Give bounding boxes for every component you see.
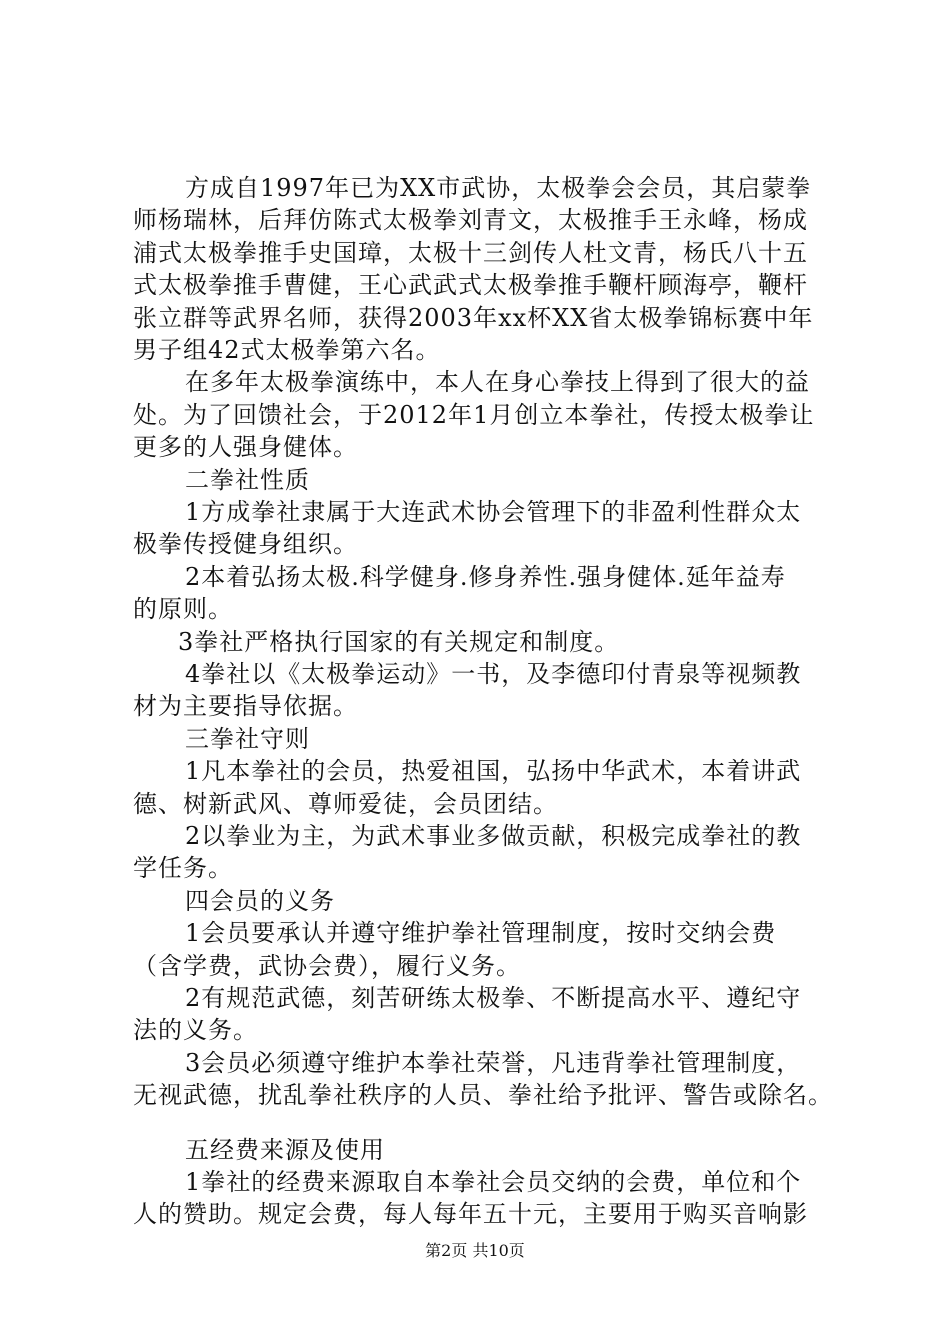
- paragraph-line: 1会员要承认并遵守维护拳社管理制度，按时交纳会费: [185, 919, 777, 948]
- paragraph-line: 3会员必须遵守维护本拳社荣誉，凡违背拳社管理制度，: [185, 1048, 802, 1077]
- paragraph-line: 3拳社严格执行国家的有关规定和制度。: [178, 627, 620, 656]
- paragraph-line: 4拳社以《太极拳运动》一书，及李德印付青泉等视频教: [185, 660, 802, 688]
- paragraph-line: 2有规范武德，刻苦研练太极拳、不断提高水平、遵纪守: [185, 984, 802, 1012]
- paragraph-line: 无视武德，扰乱拳社秩序的人员、拳社给予批评、警告或除名。: [133, 1081, 833, 1110]
- paragraph-line: 张立群等武界名师，获得2003年xx杯XX省太极拳锦标赛中年: [133, 303, 814, 332]
- page-number-footer: 第2页 共10页: [425, 1241, 525, 1260]
- paragraph-line: 方成自1997年已为XX市武协，太极拳会会员，其启蒙拳: [185, 174, 812, 202]
- paragraph-line: 的原则。: [133, 595, 233, 624]
- paragraph-line: 2以拳业为主，为武术事业多做贡献，积极完成拳社的教: [185, 822, 802, 850]
- paragraph-line: 法的义务。: [133, 1016, 258, 1045]
- paragraph-line: 浦式太极拳推手史国璋，太极十三剑传人杜文青，杨氏八十五: [133, 238, 808, 267]
- paragraph-line: 1拳社的经费来源取自本拳社会员交纳的会费，单位和个: [185, 1168, 802, 1196]
- paragraph-line: 学任务。: [133, 854, 233, 883]
- paragraph-line: 1方成拳社隶属于大连武术协会管理下的非盈利性群众太: [185, 498, 802, 526]
- paragraph-line: 式太极拳推手曹健，王心武武式太极拳推手鞭杆顾海亭，鞭杆: [133, 271, 808, 300]
- section-heading: 四会员的义务: [185, 886, 335, 915]
- paragraph-line: 德、树新武风、尊师爱徒，会员团结。: [133, 789, 558, 818]
- section-heading: 二拳社性质: [185, 465, 310, 494]
- section-heading: 三拳社守则: [185, 724, 310, 753]
- paragraph-line: 2本着弘扬太极.科学健身.修身养性.强身健体.延年益寿: [185, 562, 786, 591]
- paragraph-line: 师杨瑞林，后拜仿陈式太极拳刘青文，太极推手王永峰，杨成: [133, 206, 808, 235]
- paragraph-line: 处。为了回馈社会，于2012年1月创立本拳社，传授太极拳让: [133, 400, 815, 429]
- paragraph-line: 在多年太极拳演练中，本人在身心拳技上得到了很大的益: [185, 368, 810, 397]
- paragraph-line: 材为主要指导依据。: [133, 692, 358, 721]
- section-heading: 五经费来源及使用: [185, 1135, 385, 1164]
- paragraph-line: （含学费，武协会费），履行义务。: [133, 951, 521, 980]
- paragraph-line: 1凡本拳社的会员，热爱祖国，弘扬中华武术，本着讲武: [185, 757, 802, 786]
- paragraph-line: 更多的人强身健体。: [133, 433, 358, 462]
- paragraph-line: 人的赞助。规定会费，每人每年五十元，主要用于购买音响影: [133, 1200, 808, 1229]
- paragraph-line: 极拳传授健身组织。: [133, 530, 358, 559]
- paragraph-line: 男子组42式太极拳第六名。: [133, 336, 441, 364]
